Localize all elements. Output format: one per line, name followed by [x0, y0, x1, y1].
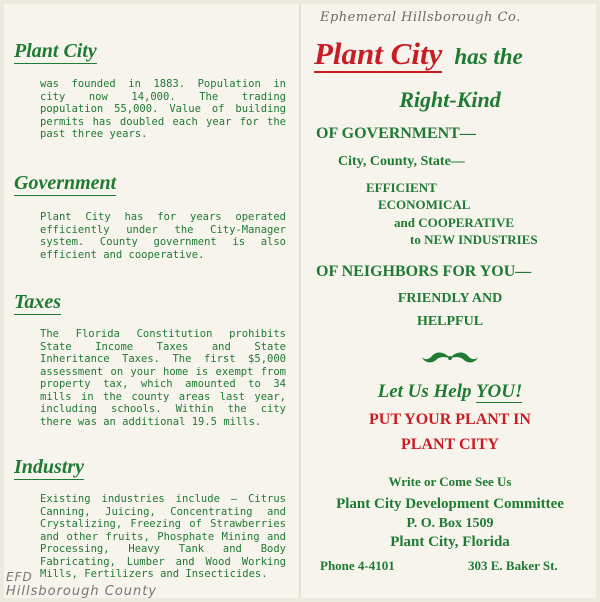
you-emphasis: YOU! — [475, 381, 523, 402]
center-fold — [299, 4, 301, 598]
quality-efficient: EFFICIENT — [366, 180, 437, 195]
phone-number: Phone 4-4101 — [320, 558, 395, 573]
section-body-taxes: The Florida Constitution prohibits State Income Taxes and State Inheritance Taxes. The first $5,000 assessment on your home is exempt from property tax, which amounted to 34 mills in the county areas last year, including schools. Within the city there was an additional 19.5 mills. — [40, 328, 286, 428]
right-panel — [304, 4, 596, 598]
neighbors-heading: OF NEIGHBORS FOR YOU— — [316, 263, 532, 280]
street-address: 303 E. Baker St. — [468, 558, 558, 573]
government-levels: City, County, State— — [338, 154, 465, 169]
write-or-come: Write or Come See Us — [388, 474, 512, 489]
neighbors-helpful: HELPFUL — [416, 314, 484, 329]
city-state: Plant City, Florida — [390, 534, 510, 550]
section-title-plant-city: Plant City — [14, 40, 97, 62]
pencil-note-county: Hillsborough County — [6, 584, 158, 599]
neighbors-friendly: FRIENDLY AND — [397, 291, 503, 306]
scroll-ornament-icon — [420, 349, 480, 367]
let-us-help-text: Let Us Help — [377, 381, 472, 402]
section-body-industry: Existing industries include — Citrus Canning, Juicing, Concentrating and Crystalizing, Freezing of Strawberries and other fruits, Phosphate Mining and Processing, Heavy Tank and Body Fabricating, Lumber and Wood Working Mills, Fertilizers and Insecticides. — [40, 493, 286, 580]
section-body-government: Plant City has for years operated efficiently under the City-Manager system. County government is also efficient and cooperative. — [40, 211, 286, 261]
section-title-government: Government — [14, 172, 117, 194]
cta-line-2: PLANT CITY — [401, 436, 499, 453]
po-box: P. O. Box 1509 — [406, 516, 494, 531]
hero-suffix: has the — [454, 44, 523, 69]
cta-line-1: PUT YOUR PLANT IN — [369, 411, 531, 428]
quality-economical: ECONOMICAL — [378, 197, 471, 212]
pencil-note-efd: EFD — [6, 570, 33, 584]
section-title-industry: Industry — [14, 456, 85, 478]
let-us-help — [304, 381, 596, 403]
committee-name: Plant City Development Committee — [336, 496, 564, 512]
section-title-taxes: Taxes — [14, 291, 62, 313]
quality-cooperative: and COOPERATIVE — [394, 215, 515, 230]
hero-headline — [314, 36, 523, 72]
quality-new-industries: to NEW INDUSTRIES — [410, 232, 538, 247]
hero-city-name: Plant City — [314, 36, 443, 71]
left-panel — [4, 4, 302, 598]
section-body-plant-city: was founded in 1883. Population in city now 14,000. The trading population 55,000. Value of building permits has doubled each year for the past three years. — [40, 78, 286, 140]
government-heading: OF GOVERNMENT— — [316, 125, 476, 142]
handwritten-note: Ephemeral Hillsborough Co. — [320, 10, 521, 25]
right-kind-heading: Right-Kind — [399, 87, 501, 112]
